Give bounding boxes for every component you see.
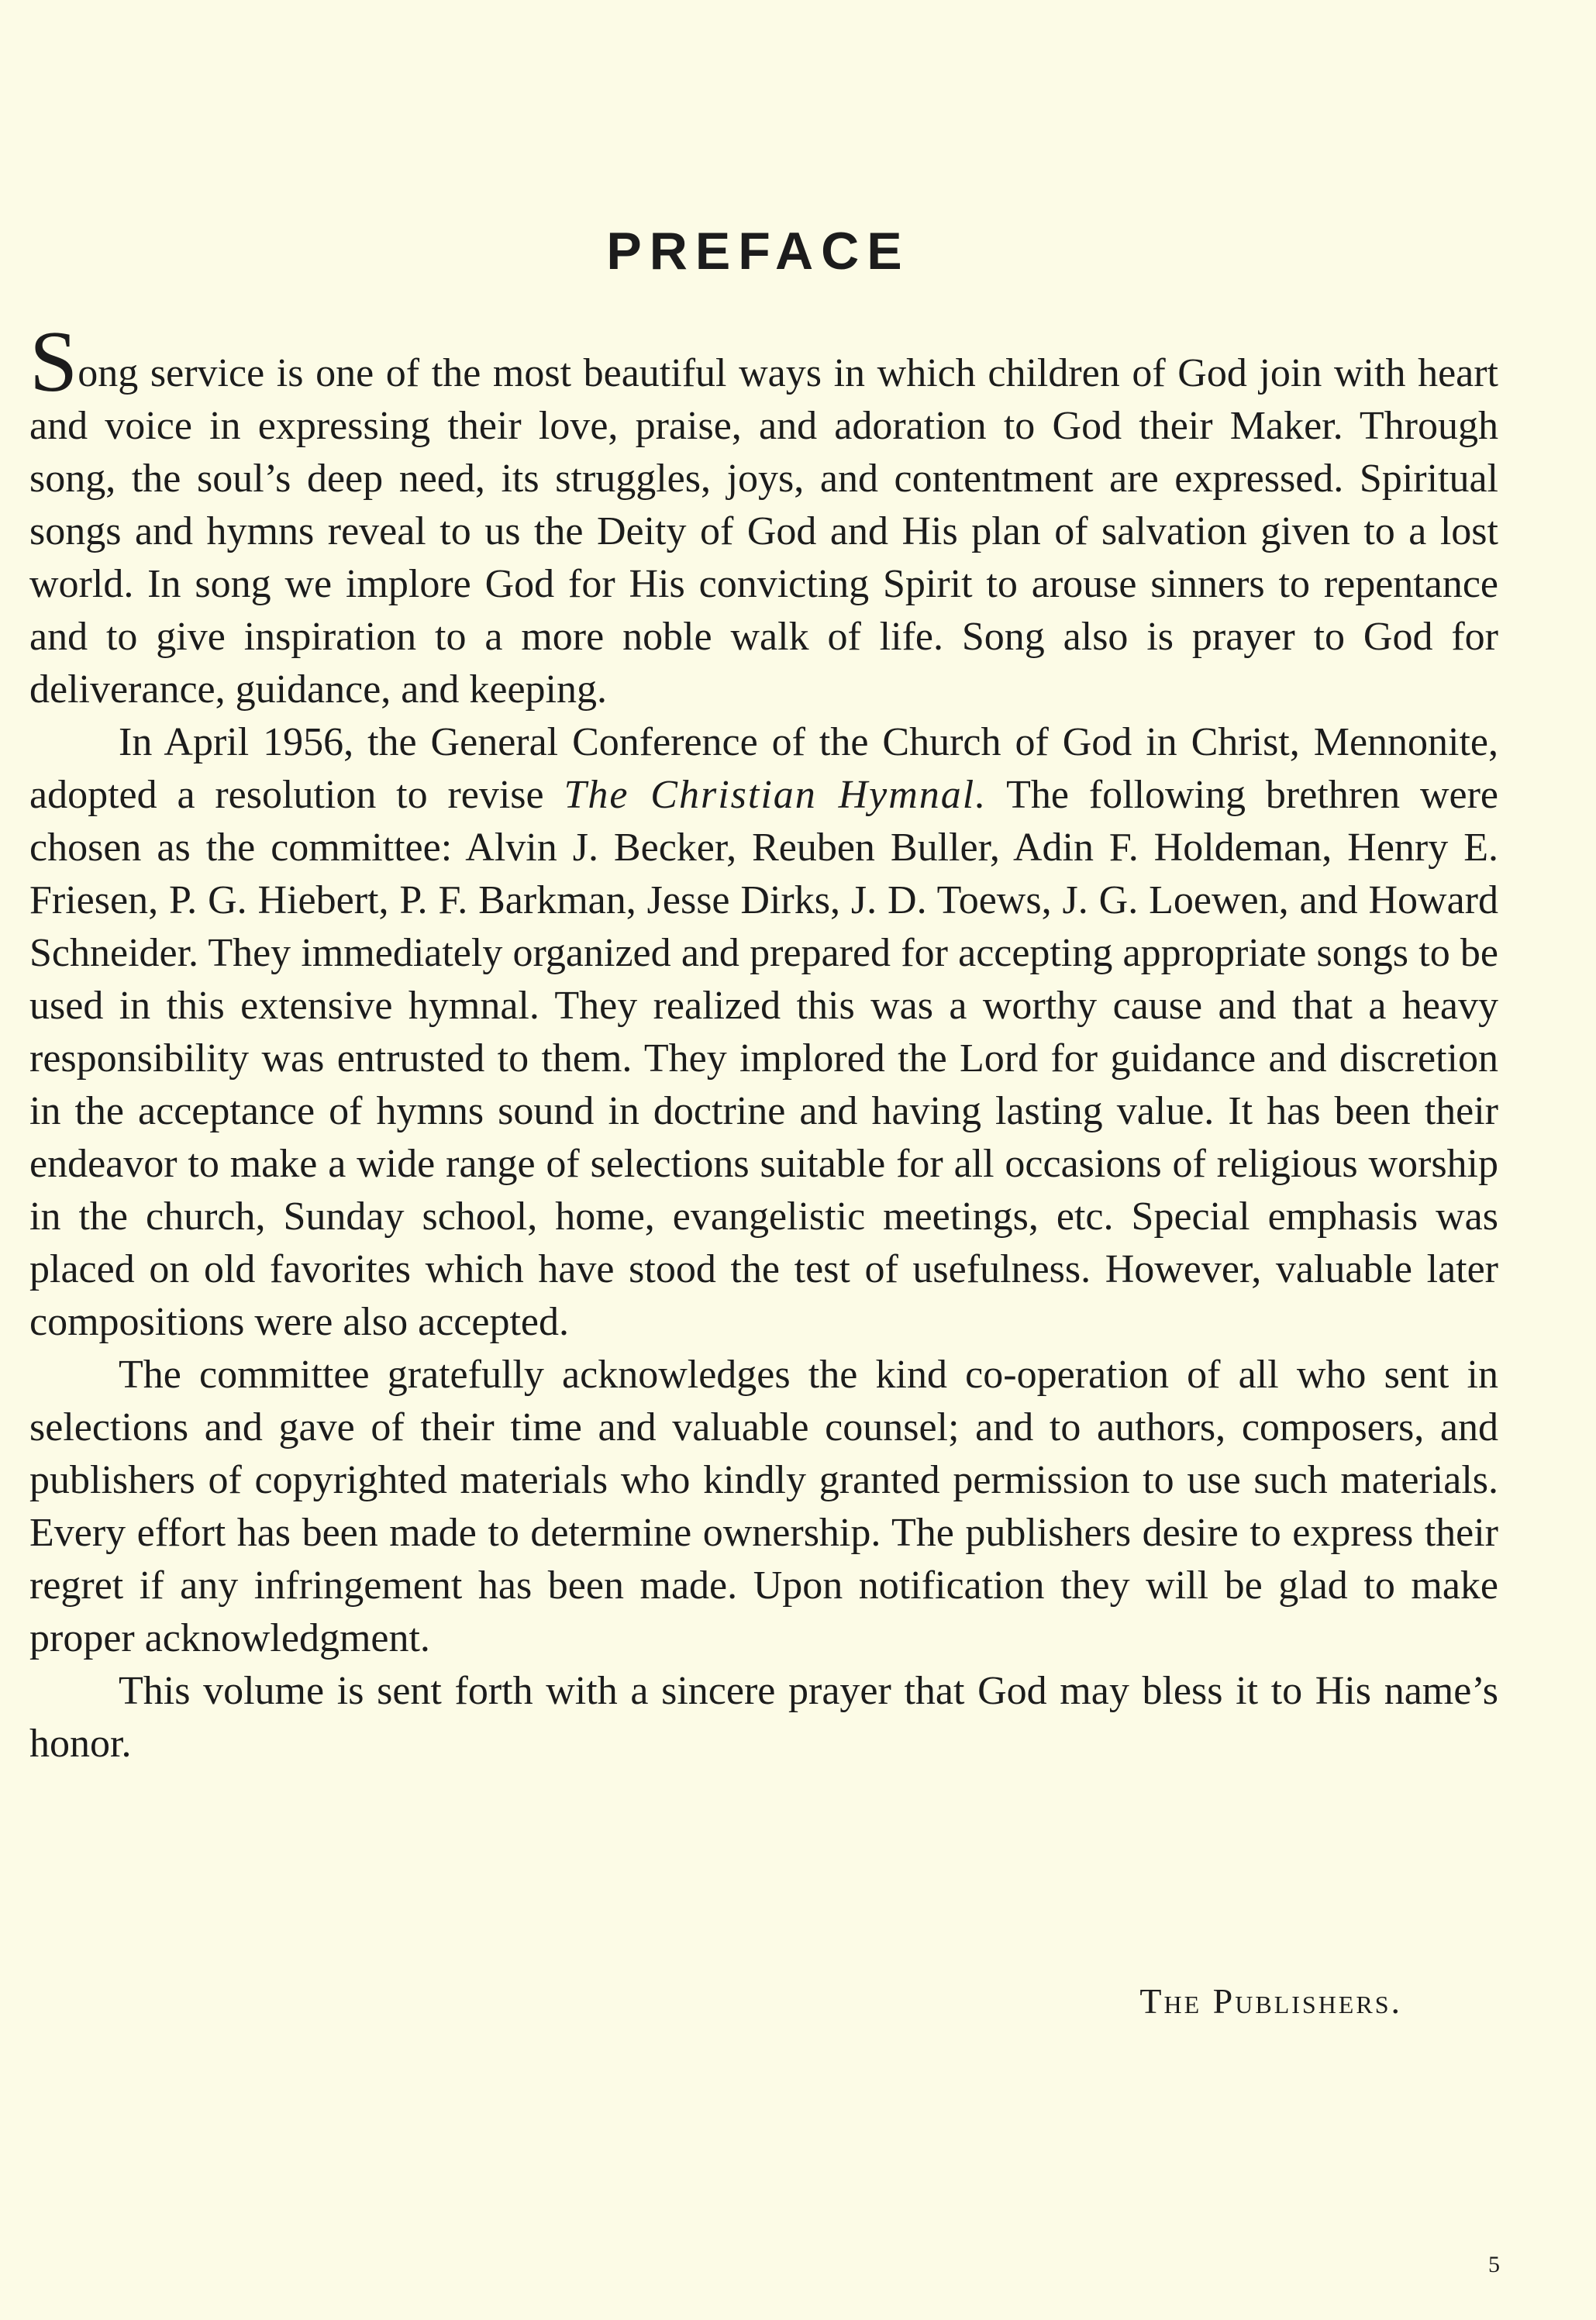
- page-number: 5: [1488, 2252, 1500, 2277]
- paragraph-1-text: ong service is one of the most beautiful ways in which children of God join with heart and voice in expressing their love, praise, and adoration to God their Maker. Through song, the soul’s deep need, its struggles, joys, and contentment are expressed. Spiritual songs and hymns reveal to us the Deity of God and His plan of salvation given to a lost world. In song we implore God for His convicting Spirit to arouse sinners to repentance and to give inspiration to a more noble walk of life. Song also is prayer to God for deliverance, guidance, and keeping.: [29, 351, 1498, 712]
- preface-body: [29, 314, 1498, 1770]
- paragraph-2-text-end: The following brethren were chosen as the committee: Alvin J. Becker, Reuben Buller, Adin F. Holdeman, Henry E. Friesen, P. G. Hiebert, P. F. Barkman, Jesse Dirks, J. D. Toews, J. G. Loewen, and Howard Schneider. They immediately organized and prepared for accepting appropriate songs to be used in this extensive hymnal. They realized this was a worthy cause and that a heavy responsibility was entrusted to them. They implored the Lord for guidance and discretion in the acceptance of hymns sound in doctrine and having lasting value. It has been their endeavor to make a wide range of selections suitable for all occasions of religious worship in the church, Sunday school, home, evangelistic meetings, etc. Special emphasis was placed on old favorites which have stood the test of usefulness. However, valuable later compositions were also accepted.: [29, 773, 1498, 1344]
- page-title: PREFACE: [606, 222, 910, 281]
- paragraph-2: [29, 716, 1498, 1349]
- paragraph-4: This volume is sent forth with a sincere prayer that God may bless it to His name’s honor.: [29, 1669, 1498, 1766]
- signature: The Publishers.: [1139, 1981, 1402, 2021]
- paragraph-2-text-start: In April 1956, the General Conference of the Church of God in Christ, Mennonite, adopted a resolution to revise: [29, 720, 1498, 817]
- paragraph-1: [29, 314, 1498, 716]
- hymnal-title: The Christian Hymnal.: [564, 773, 988, 817]
- drop-cap: S: [29, 314, 78, 410]
- paragraph-3: The committee gratefully acknowledges the kind co-operation of all who sent in selections and gave of their time and valuable counsel; and to authors, composers, and publishers of copyrighted materials who kindly granted permission to use such materials. Every effort has been made to determine ownership. The publishers desire to express their regret if any infringement has been made. Upon notification they will be glad to make proper acknowledgment.: [29, 1353, 1498, 1660]
